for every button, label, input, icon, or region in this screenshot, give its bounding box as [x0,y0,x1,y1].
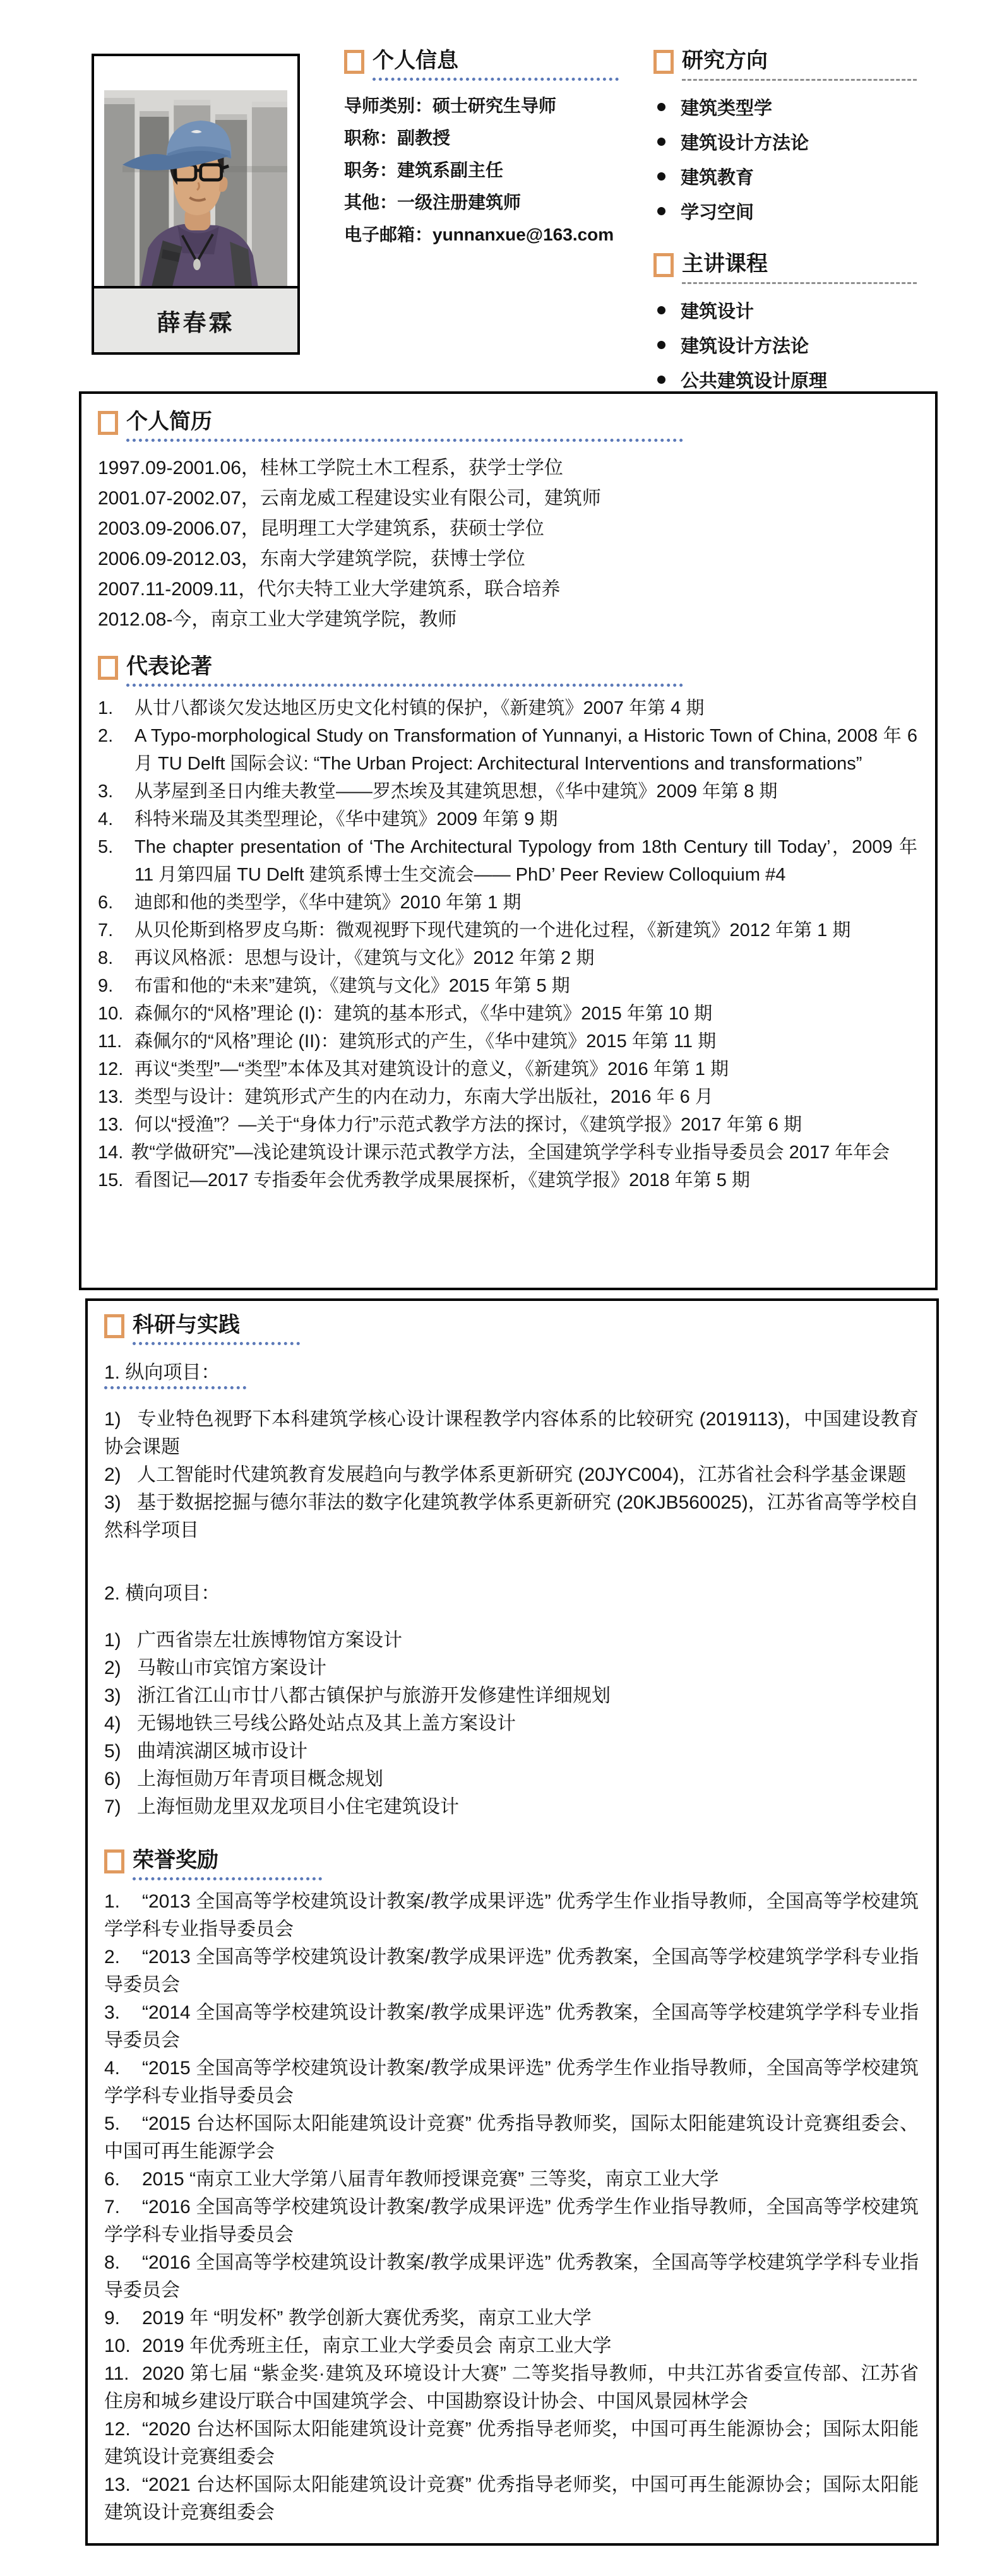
honor-text: “2015 全国高等学校建筑设计教案/教学成果评选” 优秀学生作业指导教师，全国高等学校建筑学学科专业指导委员会 [104,2058,919,2106]
publication-number: 5. [98,837,114,857]
profile-photo-frame [92,54,300,355]
personal-info-row: 导师类别：硕士研究生导师 [344,96,557,116]
honors-title: 荣誉奖励 [133,1848,218,1880]
publication-item [98,694,917,722]
orange-square-icon [653,50,674,74]
publication-number: 9. [98,976,114,996]
honor-number: 3. [104,2002,121,2023]
project-number: 5) [104,1741,121,1762]
right-column [653,48,957,397]
personal-info-row: 其他：一级注册建筑师 [344,193,522,212]
project-number: 2) [104,1464,121,1485]
project-text: 马鞍山市宾馆方案设计 [137,1658,326,1678]
publication-number: 2. [98,726,114,746]
honor-item [104,2332,919,2360]
publication-text: 布雷和他的“未来”建筑，《建筑与文化》2015 年第 5 期 [134,976,570,996]
project-text: 基于数据挖掘与德尔菲法的数字化建筑教学体系更新研究 (20KJB560025)，江苏省高等学校自然科学项目 [104,1492,919,1541]
project-item [104,1766,919,1793]
resume-line: 2006.09-2012.03，东南大学建筑学院，获博士学位 [98,549,525,569]
horizontal-projects-label: 2. 横向项目： [104,1583,220,1604]
publication-item [98,1055,917,1083]
profile-photo [104,90,287,286]
resume-line: 2003.09-2006.07，昆明理工大学建筑系，获硕士学位 [98,518,544,539]
honor-item [104,2305,919,2332]
honor-number: 9. [104,2308,121,2329]
research-directions-list [653,90,957,229]
honor-text: “2014 全国高等学校建筑设计教案/教学成果评选” 优秀教案，全国高等学校建筑学学科专业指导委员会 [104,2002,919,2051]
publication-number: 10. [98,1004,124,1024]
research-practice-honors-box [85,1298,939,2546]
bullet-dot-icon [657,138,665,146]
courses-list [653,293,957,397]
publication-text: 何以“授渔”？—关于“身体力行”示范式教学方法的探讨，《建筑学报》2017 年第 6 期 [134,1115,802,1135]
publication-number: 7. [98,920,114,941]
project-text: 上海恒勋龙里双龙项目小住宅建筑设计 [137,1796,459,1817]
project-item [104,1738,919,1766]
honor-text: “2015 台达杯国际太阳能建筑设计竞赛” 优秀指导教师奖，国际太阳能建筑设计竞赛组委会、中国可再生能源学会 [104,2113,919,2162]
vertical-projects-label [104,1359,919,1387]
honor-text: 2019 年 “明发杯” 教学创新大赛优秀奖，南京工业大学 [142,2308,592,2329]
publication-item [98,917,917,944]
bullet-dot-icon [657,207,665,215]
project-text: 人工智能时代建筑教育发展趋向与教学体系更新研究 (20JYC004)，江苏省社会科学基金课题 [137,1464,907,1485]
course-label: 公共建筑设计原理 [681,371,828,391]
personal-info-title: 个人信息 [373,48,458,81]
publication-item [98,1028,917,1055]
publication-item [98,722,917,778]
publication-number: 11. [98,1031,122,1052]
honor-number: 7. [104,2197,121,2217]
publication-item [98,1000,917,1028]
honor-text: “2013 全国高等学校建筑设计教案/教学成果评选” 优秀学生作业指导教师，全国高等学校建筑学学科专业指导委员会 [104,1891,919,1940]
bullet-dot-icon [657,306,665,314]
research-direction-item [653,90,957,124]
resume-line: 2012.08-今，南京工业大学建筑学院，教师 [98,609,457,630]
research-directions-header [653,48,957,81]
honor-text: 2015 “南京工业大学第八届青年教师授课竞赛” 三等奖，南京工业大学 [142,2169,719,2190]
resume-publications-box [79,391,938,1290]
resume-header [98,409,917,442]
honor-number: 11. [104,2363,129,2384]
research-direction-item [653,194,957,229]
honor-item [104,2471,919,2527]
publication-number: 6. [98,893,114,913]
honor-item [104,2416,919,2471]
project-number: 1) [104,1409,121,1430]
honor-text: “2016 全国高等学校建筑设计教案/教学成果评选” 优秀学生作业指导教师，全国高等学校建筑学学科专业指导委员会 [104,2197,919,2245]
honor-number: 1. [104,1891,121,1912]
project-number: 6) [104,1769,121,1790]
project-text: 上海恒勋万年青项目概念规划 [137,1769,383,1790]
publication-number: 1. [98,698,114,718]
publication-text: 教“学做研究”—浅论建筑设计课示范式教学方法，全国建筑学学科专业指导委员会 2017 年年会 [131,1143,890,1163]
publication-text: 从贝伦斯到格罗皮乌斯：微观视野下现代建筑的一个进化过程，《新建筑》2012 年第 1 期 [134,920,851,941]
publication-number: 13. [98,1115,124,1135]
honor-number: 4. [104,2058,121,2079]
orange-square-icon [653,253,674,277]
publication-item [98,1166,917,1194]
resume-line: 2001.07-2002.07，云南龙威工程建设实业有限公司，建筑师 [98,488,601,509]
publications-header [98,654,917,687]
publication-text: 看图记—2017 专指委年会优秀教学成果展探析，《建筑学报》2018 年第 5 期 [134,1170,750,1190]
courses-title: 主讲课程 [682,251,768,284]
publication-item [98,805,917,833]
project-text: 专业特色视野下本科建筑学核心设计课程教学内容体系的比较研究 (2019113)，中国建设教育协会课题 [104,1409,919,1457]
publication-text: 科特米瑞及其类型理论，《华中建筑》2009 年第 9 期 [134,809,558,829]
honor-number: 13. [104,2474,131,2495]
project-item [104,1406,919,1461]
resume-line: 1997.09-2001.06，桂林工学院土木工程系，获学士学位 [98,458,563,478]
course-item [653,328,957,362]
orange-square-icon [98,656,118,680]
publication-number: 12. [98,1059,124,1079]
honors-header [104,1848,919,1880]
publications-list [98,694,917,1194]
project-item [104,1654,919,1682]
orange-square-icon [104,1314,124,1338]
vertical-projects-list [104,1406,919,1545]
project-text: 无锡地铁三号线公路处站点及其上盖方案设计 [137,1713,516,1734]
personal-info-rows [344,90,647,251]
project-item [104,1461,919,1489]
publication-number: 15. [98,1170,124,1190]
honor-item [104,2055,919,2110]
personal-info-row: 职称：副教授 [344,128,451,148]
publication-item [98,889,917,917]
resume-lines [98,453,917,635]
resume-title: 个人简历 [126,409,212,442]
publication-item [98,1083,917,1111]
research-direction-label: 建筑教育 [681,168,754,188]
honor-text: 2020 第七届 “紫金奖·建筑及环境设计大赛” 二等奖指导教师，中共江苏省委宣传部、江苏省住房和城乡建设厅联合中国建筑学会、中国勘察设计协会、中国风景园林学会 [104,2363,919,2412]
publications-title: 代表论著 [126,654,212,687]
research-direction-item [653,159,957,194]
publication-number: 13. [98,1087,124,1107]
project-number: 2) [104,1658,121,1678]
bullet-dot-icon [657,103,665,111]
publication-item [98,1139,917,1166]
honor-text: “2013 全国高等学校建筑设计教案/教学成果评选” 优秀教案，全国高等学校建筑学学科专业指导委员会 [104,1947,919,1995]
research-directions-title: 研究方向 [682,48,768,81]
research-direction-item [653,124,957,159]
publication-text: 迪郎和他的类型学，《华中建筑》2010 年第 1 期 [134,893,522,913]
honor-item [104,2193,919,2249]
orange-square-icon [104,1849,124,1873]
honor-item [104,1944,919,1999]
publication-text: 森佩尔的“风格”理论 (II)：建筑形式的产生，《华中建筑》2015 年第 11 期 [134,1031,717,1052]
honor-number: 10. [104,2336,131,2356]
publication-text: 类型与设计：建筑形式产生的内在动力，东南大学出版社，2016 年 6 月 [134,1087,713,1107]
research-direction-label: 建筑类型学 [681,98,773,119]
publication-number: 14. [98,1143,124,1163]
honor-number: 8. [104,2252,121,2273]
courses-header [653,251,957,284]
honor-item [104,2110,919,2166]
project-item [104,1489,919,1545]
research-practice-header [104,1312,919,1345]
project-number: 1) [104,1630,121,1651]
honor-item [104,2249,919,2305]
publication-text: 再议风格派：思想与设计，《建筑与文化》2012 年第 2 期 [134,948,595,968]
project-item [104,1793,919,1821]
course-label: 建筑设计 [681,302,754,322]
publication-text: 森佩尔的“风格”理论 (I)：建筑的基本形式，《华中建筑》2015 年第 10 期 [134,1004,713,1024]
research-direction-label: 建筑设计方法论 [681,133,809,153]
project-text: 曲靖滨湖区城市设计 [137,1741,307,1762]
profile-name: 薛春霖 [94,286,297,352]
honor-item [104,2166,919,2193]
orange-square-icon [344,50,364,74]
project-item [104,1682,919,1710]
bullet-dot-icon [657,376,665,384]
project-number: 3) [104,1685,121,1706]
honor-text: “2016 全国高等学校建筑设计教案/教学成果评选” 优秀教案，全国高等学校建筑学学科专业指导委员会 [104,2252,919,2301]
publication-item [98,972,917,1000]
publication-item [98,833,917,889]
project-item [104,1627,919,1654]
course-label: 建筑设计方法论 [681,336,809,357]
publication-number: 4. [98,809,114,829]
orange-square-icon [98,411,118,435]
publication-text: 从茅屋到圣日内维夫教堂——罗杰埃及其建筑思想，《华中建筑》2009 年第 8 期 [134,781,778,802]
project-number: 3) [104,1492,121,1513]
bullet-dot-icon [657,341,665,349]
personal-info-row: 电子邮箱：yunnanxue@163.com [344,225,614,244]
honor-text: “2021 台达杯国际太阳能建筑设计竞赛” 优秀指导老师奖，中国可再生能源协会；国际太阳能建筑设计竞赛组委会 [104,2474,919,2523]
honor-item [104,1888,919,1944]
resume-line: 2007.11-2009.11，代尔夫特工业大学建筑系，联合培养 [98,579,561,600]
project-item [104,1710,919,1738]
honor-item [104,1999,919,2055]
personal-info-header [344,48,647,81]
honor-number: 2. [104,1947,121,1968]
publication-number: 8. [98,948,114,968]
course-item [653,293,957,328]
personal-info-row: 职务：建筑系副主任 [344,160,504,180]
project-text: 广西省崇左壮族博物馆方案设计 [137,1630,402,1651]
publication-item [98,778,917,805]
publication-item [98,944,917,972]
personal-info-section [344,48,647,251]
vertical-projects-label-text: 1. 纵向项目： [104,1362,246,1389]
publication-text: A Typo-morphological Study on Transformation of Yunnanyi, a Historic Town of China, 2008 年 6 月 TU Delft 国际会议: “The Urban Project: Architectural Interventions and transformations” [134,726,917,774]
portrait-photo-illustration [104,90,287,286]
research-practice-title: 科研与实践 [133,1312,240,1345]
project-number: 7) [104,1796,121,1817]
honor-number: 6. [104,2169,121,2190]
project-number: 4) [104,1713,121,1734]
honor-text: 2019 年优秀班主任，南京工业大学委员会 南京工业大学 [142,2336,612,2356]
horizontal-projects-list [104,1627,919,1821]
publication-text: 再议“类型”—“类型”本体及其对建筑设计的意义，《新建筑》2016 年第 1 期 [134,1059,729,1079]
honor-number: 12. [104,2419,131,2440]
publication-item [98,1111,917,1139]
research-direction-label: 学习空间 [681,203,754,223]
project-text: 浙江省江山市廿八都古镇保护与旅游开发修建性详细规划 [137,1685,611,1706]
honor-number: 5. [104,2113,121,2134]
honor-item [104,2360,919,2416]
publication-text: 从廿八都谈欠发达地区历史文化村镇的保护，《新建筑》2007 年第 4 期 [134,698,705,718]
publication-text: The chapter presentation of ‘The Architectural Typology from 18th Century till Today’，2009 年 11 月第四届 TU Delft 建筑系博士生交流会—— PhD’ Peer Review Colloquium #4 [134,837,917,885]
honor-text: “2020 台达杯国际太阳能建筑设计竞赛” 优秀指导老师奖，中国可再生能源协会；国际太阳能建筑设计竞赛组委会 [104,2419,919,2467]
bullet-dot-icon [657,172,665,181]
publication-number: 3. [98,781,114,802]
honors-list [104,1888,919,2527]
